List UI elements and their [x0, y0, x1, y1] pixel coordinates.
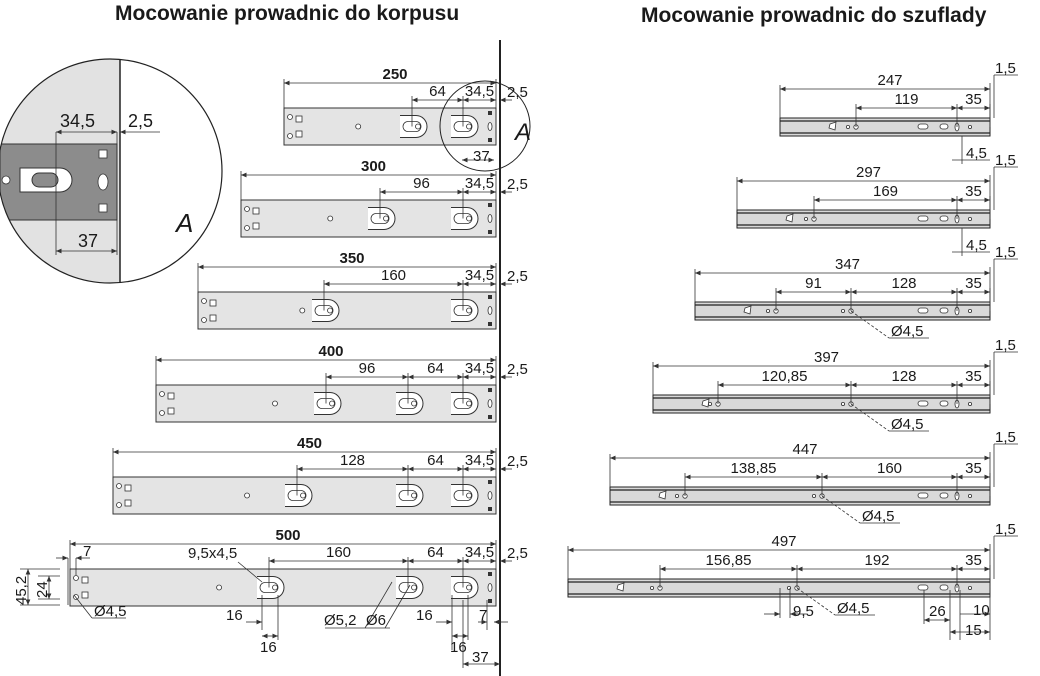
- sub-dim-0: 96: [413, 175, 430, 192]
- gap-dim: 2,5: [507, 84, 528, 101]
- mounting-bracket: [400, 116, 427, 138]
- r497-dim-26: 26: [929, 603, 946, 620]
- sub-dim-1: 128: [891, 275, 917, 292]
- sub-dim-2: 35: [965, 460, 982, 477]
- sub-dim-0: 64: [429, 83, 446, 100]
- sub-dim-0: 91: [805, 275, 822, 292]
- r500-dim-452: 45,2: [13, 575, 30, 605]
- sub-dim-0: 128: [339, 452, 366, 469]
- mounting-bracket: [257, 577, 284, 599]
- r500-dim-16b: 16: [260, 639, 277, 656]
- bottom-dim: 4,5: [966, 237, 987, 254]
- detail-dim-345: 34,5: [60, 111, 96, 131]
- sub-dim-2: 35: [965, 275, 982, 292]
- right-title: Mocowanie prowadnic do szuflady: [641, 4, 987, 27]
- sub-dim-2: 35: [965, 368, 982, 385]
- cabinet-rail-250: [284, 66, 528, 145]
- mounting-bracket: [396, 577, 423, 599]
- r497-dim-10: 10: [973, 602, 990, 619]
- sub-dim-2: 34,5: [464, 544, 495, 561]
- rail-length: 300: [360, 158, 387, 175]
- top-dim: 1,5: [995, 152, 1016, 169]
- r500-dim-16d: 16: [450, 639, 467, 656]
- rail-length: 297: [855, 164, 882, 181]
- bottom-dim: 4,5: [966, 145, 987, 162]
- rail-250-label-a: A: [515, 119, 532, 146]
- gap-dim: 2,5: [507, 361, 528, 378]
- cabinet-rail-500: [70, 527, 528, 606]
- sub-dim-0: 138,85: [730, 460, 777, 477]
- r500-phi-52: Ø5,2: [324, 612, 357, 629]
- top-dim: 1,5: [995, 60, 1016, 77]
- sub-dim-0: 96: [358, 360, 376, 377]
- rail-length: 347: [834, 256, 861, 273]
- mounting-bracket: [451, 116, 478, 138]
- rail-length: 397: [813, 349, 840, 366]
- gap-dim: 2,5: [507, 545, 528, 562]
- phi-dim: Ø4,5: [891, 416, 924, 433]
- sub-dim-1: 64: [427, 544, 444, 561]
- rail-length: 497: [771, 533, 797, 550]
- r497-dim-95: 9,5: [793, 603, 814, 620]
- r500-dim-37: 37: [472, 649, 489, 666]
- sub-dim-0: 119: [894, 91, 919, 108]
- mounting-bracket: [314, 393, 341, 415]
- sub-dim-1: 35: [965, 183, 982, 200]
- gap-dim: 2,5: [507, 268, 528, 285]
- sub-dim-1: 192: [864, 552, 890, 569]
- mounting-bracket: [396, 485, 423, 507]
- mounting-bracket: [451, 300, 478, 322]
- mounting-bracket: [312, 300, 339, 322]
- mounting-bracket: [451, 485, 478, 507]
- top-dim: 1,5: [995, 521, 1016, 538]
- r500-dim-24: 24: [34, 581, 51, 598]
- r500-dim-95x45: 9,5x4,5: [188, 545, 238, 562]
- detail-dim-25: 2,5: [128, 111, 154, 131]
- sub-dim-2: 34,5: [464, 452, 495, 469]
- mounting-bracket: [451, 577, 478, 599]
- sub-dim-0: 156,85: [705, 552, 752, 569]
- r500-phi-6: Ø6: [366, 612, 387, 629]
- sub-dim-2: 35: [965, 552, 982, 569]
- left-title: Mocowanie prowadnic do korpusu: [115, 2, 460, 25]
- gap-dim: 2,5: [507, 176, 528, 193]
- top-dim: 1,5: [995, 429, 1016, 446]
- mounting-bracket: [451, 393, 478, 415]
- mounting-bracket: [368, 208, 395, 230]
- sub-dim-1: 34,5: [464, 175, 495, 192]
- rail-length: 250: [382, 66, 408, 83]
- drawer-rails-group: [568, 60, 1018, 617]
- sub-dim-0: 160: [325, 544, 352, 561]
- detail-circle-a: [0, 40, 222, 310]
- phi-dim: Ø4,5: [862, 508, 895, 525]
- detail-label-a: A: [176, 208, 194, 238]
- r500-dim-16c: 16: [416, 607, 433, 624]
- rail-length: 450: [296, 435, 323, 452]
- phi-dim: Ø4,5: [891, 323, 924, 340]
- sub-dim-1: 35: [965, 91, 982, 108]
- rail-length: 350: [339, 250, 365, 267]
- sub-dim-1: 160: [876, 460, 903, 477]
- sub-dim-1: 64: [427, 360, 444, 377]
- mounting-bracket: [396, 393, 423, 415]
- r500-phi-45: Ø4,5: [94, 603, 127, 620]
- cabinet-rail-350: [198, 250, 528, 329]
- phi-dim: Ø4,5: [837, 600, 870, 617]
- mounting-bracket: [285, 485, 312, 507]
- sub-dim-2: 34,5: [464, 360, 495, 377]
- gap-dim: 2,5: [507, 453, 528, 470]
- sub-dim-0: 120,85: [761, 368, 808, 385]
- rail-length: 247: [877, 72, 903, 89]
- sub-dim-1: 64: [427, 452, 444, 469]
- r500-dim-16a: 16: [226, 607, 243, 624]
- mounting-bracket: [451, 208, 478, 230]
- rail-length: 500: [275, 527, 301, 544]
- rail-length: 400: [318, 343, 344, 360]
- r497-dim-15: 15: [965, 622, 982, 639]
- sub-dim-0: 160: [380, 267, 407, 284]
- top-dim: 1,5: [995, 337, 1016, 354]
- detail-dim-37: 37: [78, 231, 99, 251]
- cabinet-rail-300: [241, 158, 528, 237]
- r500-dim-7b: 7: [479, 607, 488, 624]
- sub-dim-1: 128: [891, 368, 917, 385]
- drawer-rail-347: [695, 244, 1018, 340]
- drawer-rail-297: [737, 152, 1018, 256]
- r500-dim-7: 7: [83, 543, 92, 560]
- sub-dim-0: 169: [872, 183, 899, 200]
- top-dim: 1,5: [995, 244, 1016, 261]
- rail-length: 447: [792, 441, 818, 458]
- drawer-rail-247: [780, 60, 1018, 164]
- sub-dim-1: 34,5: [464, 267, 495, 284]
- cabinet-rail-400: [156, 343, 528, 422]
- rail-250-dim-37: 37: [473, 148, 490, 165]
- cabinet-rails-group: [70, 66, 528, 606]
- drawer-rail-397: [653, 337, 1018, 433]
- drawer-rail-447: [610, 429, 1018, 525]
- sub-dim-1: 34,5: [464, 83, 495, 100]
- cabinet-rail-450: [113, 435, 528, 514]
